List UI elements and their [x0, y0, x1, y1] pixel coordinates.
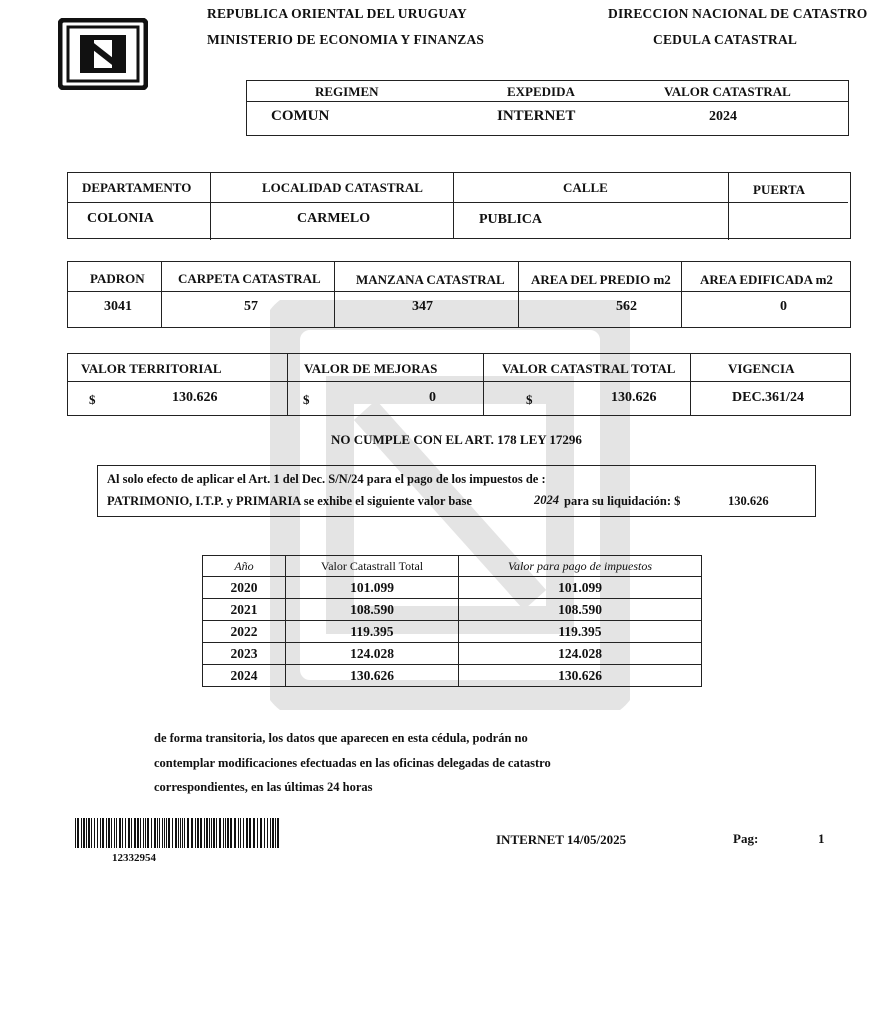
barcode-bar	[225, 818, 226, 848]
table-row	[203, 643, 702, 665]
historical-values-table	[202, 555, 702, 687]
total-value-cell: 108.590	[286, 599, 459, 621]
republic-title: REPUBLICA ORIENTAL DEL URUGUAY	[207, 6, 467, 21]
year-cell: 2020	[203, 577, 286, 599]
barcode-bar	[270, 818, 271, 848]
base-value-year: 2024	[534, 493, 559, 507]
barcode-bar	[191, 818, 193, 848]
currency-symbol: $	[526, 392, 533, 407]
barcode-bar	[178, 818, 179, 848]
padron-value: 3041	[104, 299, 132, 314]
vigencia-header: VIGENCIA	[728, 361, 795, 376]
barcode-bar	[166, 818, 167, 848]
barcode-bar	[180, 818, 181, 848]
valor-box	[67, 353, 851, 416]
barcode-bar	[125, 818, 126, 848]
barcode-bar	[131, 818, 132, 848]
total-value-cell: 101.099	[286, 577, 459, 599]
barcode-bar	[216, 818, 217, 848]
barcode-bar	[197, 818, 199, 848]
table-header-row	[203, 556, 702, 577]
barcode-bar	[230, 818, 232, 848]
total-value-cell: 124.028	[286, 643, 459, 665]
ministry-title: MINISTERIO DE ECONOMIA Y FINANZAS	[207, 32, 485, 47]
barcode-bar	[267, 818, 268, 848]
table-row	[203, 665, 702, 687]
barcode-bar	[86, 818, 87, 848]
regimen-value: COMUN	[271, 108, 330, 124]
barcode-bar	[240, 818, 241, 848]
year-cell: 2023	[203, 643, 286, 665]
area-predio-value: 562	[616, 299, 637, 314]
barcode-bar	[97, 818, 98, 848]
barcode-bar	[108, 818, 110, 848]
departamento-header: DEPARTAMENTO	[82, 180, 192, 195]
barcode-bar	[116, 818, 117, 848]
area-edificada-value: 0	[780, 299, 787, 314]
barcode-bar	[162, 818, 163, 848]
year-column-header: Año	[203, 556, 286, 577]
carpeta-value: 57	[244, 299, 258, 314]
barcode-bar	[238, 818, 239, 848]
barcode-bar	[147, 818, 149, 848]
barcode-bar	[151, 818, 152, 848]
barcode-bar	[83, 818, 85, 848]
table-row	[203, 621, 702, 643]
year-cell: 2024	[203, 665, 286, 687]
barcode-bar	[172, 818, 173, 848]
barcode-bar	[234, 818, 236, 848]
vigencia-value: DEC.361/24	[732, 390, 804, 405]
valor-territorial-header: VALOR TERRITORIAL	[81, 361, 222, 376]
barcode-bar	[264, 818, 265, 848]
barcode-bar	[164, 818, 165, 848]
barcode-bar	[88, 818, 90, 848]
valor-total-header: VALOR CATASTRAL TOTAL	[502, 361, 676, 376]
footer-note-line2: contemplar modificaciones efectuadas en las oficinas delegadas de catastro	[154, 756, 551, 770]
barcode-bar	[184, 818, 185, 848]
footer-note-line3: correspondientes, en las últimas 24 horas	[154, 780, 373, 794]
barcode-bar	[128, 818, 130, 848]
puerta-header: PUERTA	[753, 182, 806, 197]
base-value-line2: PATRIMONIO, I.T.P. y PRIMARIA se exhibe el siguiente valor base	[107, 494, 472, 508]
total-value-cell: 130.626	[286, 665, 459, 687]
base-value-box	[97, 465, 816, 517]
valor-territorial-value: 130.626	[172, 390, 218, 405]
direction-title: DIRECCION NACIONAL DE CATASTRO	[608, 6, 868, 21]
barcode-bar	[157, 818, 158, 848]
barcode-bar	[159, 818, 160, 848]
barcode-bar	[175, 818, 177, 848]
barcode-bar	[94, 818, 95, 848]
valor-catastral-header: VALOR CATASTRAL	[664, 84, 791, 99]
regimen-header: REGIMEN	[315, 84, 379, 99]
manzana-header: MANZANA CATASTRAL	[356, 272, 505, 287]
footer-note-line1: de forma transitoria, los datos que aparecen en esta cédula, podrán no	[154, 731, 528, 745]
barcode-bar	[140, 818, 141, 848]
barcode-bar	[204, 818, 205, 848]
barcode-bar	[134, 818, 136, 848]
base-value-amount: 130.626	[728, 494, 769, 508]
barcode-bar	[75, 818, 76, 848]
valor-total-value: 130.626	[611, 390, 657, 405]
table-row	[203, 599, 702, 621]
calle-header: CALLE	[563, 180, 608, 195]
tax-value-cell: 108.590	[459, 599, 702, 621]
valor-mejoras-value: 0	[429, 390, 436, 405]
catastro-logo-icon	[58, 18, 148, 90]
barcode-bar	[145, 818, 146, 848]
barcode-bar	[119, 818, 121, 848]
table-row	[203, 577, 702, 599]
carpeta-header: CARPETA CATASTRAL	[178, 271, 321, 286]
barcode-bar	[100, 818, 101, 848]
area-predio-header: AREA DEL PREDIO m2	[531, 272, 671, 287]
padron-header: PADRON	[90, 271, 145, 286]
expedida-value: INTERNET	[497, 108, 576, 124]
tax-value-cell: 101.099	[459, 577, 702, 599]
expedida-header: EXPEDIDA	[507, 84, 575, 99]
tax-value-cell: 119.395	[459, 621, 702, 643]
compliance-notice: NO CUMPLE CON EL ART. 178 LEY 17296	[331, 432, 582, 447]
barcode-bar	[182, 818, 183, 848]
valor-catastral-year: 2024	[709, 109, 737, 124]
barcode-bar	[219, 818, 221, 848]
barcode-bar	[272, 818, 274, 848]
barcode-bar	[223, 818, 224, 848]
barcode-bar	[277, 818, 279, 848]
location-box	[67, 172, 851, 239]
tax-value-column-header: Valor para pago de impuestos	[459, 556, 702, 577]
total-value-cell: 119.395	[286, 621, 459, 643]
barcode-bar	[253, 818, 255, 848]
barcode-bar	[243, 818, 244, 848]
barcode-bar	[260, 818, 262, 848]
barcode-bar	[246, 818, 248, 848]
barcode-bar	[81, 818, 82, 848]
barcode-bar	[122, 818, 123, 848]
year-cell: 2021	[203, 599, 286, 621]
currency-symbol: $	[89, 392, 96, 407]
barcode-bar	[206, 818, 208, 848]
localidad-value: CARMELO	[297, 211, 371, 226]
barcode-bar	[187, 818, 189, 848]
barcode-bar	[91, 818, 92, 848]
barcode-bar	[213, 818, 215, 848]
barcode-bar	[257, 818, 258, 848]
barcode-bar	[77, 818, 79, 848]
barcode-bar	[211, 818, 212, 848]
barcode-bar	[275, 818, 276, 848]
barcode-bar	[154, 818, 156, 848]
localidad-header: LOCALIDAD CATASTRAL	[262, 180, 423, 195]
valor-mejoras-header: VALOR DE MEJORAS	[304, 361, 438, 376]
barcode-bar	[227, 818, 229, 848]
document-title: CEDULA CATASTRAL	[653, 32, 798, 47]
barcode-bar	[168, 818, 170, 848]
barcode-bar	[143, 818, 144, 848]
padron-box	[67, 261, 851, 328]
year-cell: 2022	[203, 621, 286, 643]
departamento-value: COLONIA	[87, 211, 154, 226]
total-value-column-header: Valor Catastrall Total	[286, 556, 459, 577]
page-label: Pag:	[733, 831, 759, 846]
manzana-value: 347	[412, 299, 433, 314]
base-value-suffix: para su liquidación: $	[564, 494, 681, 508]
calle-value: PUBLICA	[479, 212, 543, 227]
page-number: 1	[818, 831, 825, 846]
barcode-bar	[249, 818, 251, 848]
currency-symbol: $	[303, 392, 310, 407]
barcode-bar	[111, 818, 112, 848]
issued-date: INTERNET 14/05/2025	[496, 832, 627, 847]
area-edificada-header: AREA EDIFICADA m2	[700, 272, 833, 287]
barcode-bar	[137, 818, 139, 848]
barcode-bar	[114, 818, 115, 848]
base-value-line1: Al solo efecto de aplicar el Art. 1 del Dec. S/N/24 para el pago de los impuestos de :	[107, 472, 546, 486]
barcode-number: 12332954	[112, 852, 156, 864]
barcode-bar	[209, 818, 210, 848]
regimen-box	[246, 80, 849, 136]
barcode-bar	[200, 818, 202, 848]
barcode-bar	[195, 818, 196, 848]
barcode-bar	[102, 818, 104, 848]
barcode-bar	[106, 818, 107, 848]
tax-value-cell: 124.028	[459, 643, 702, 665]
barcode-icon	[75, 818, 280, 848]
tax-value-cell: 130.626	[459, 665, 702, 687]
